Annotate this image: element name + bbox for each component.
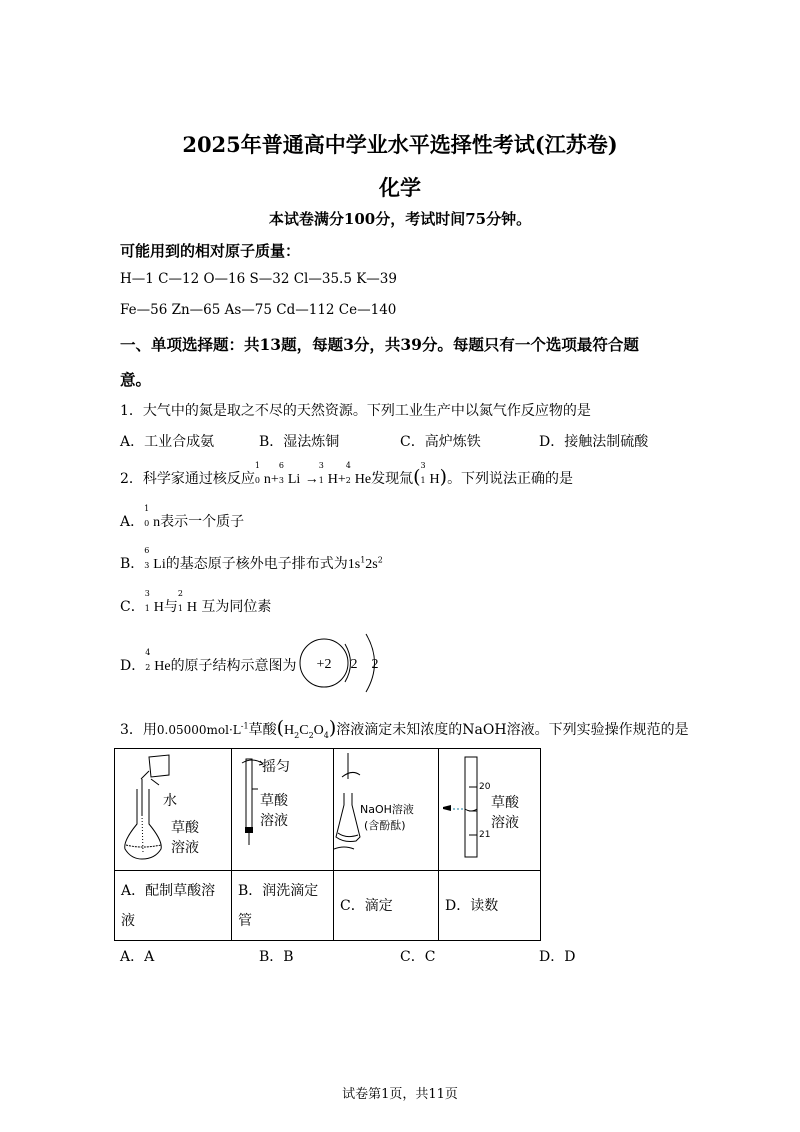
q3-answer-b: B．B <box>259 949 294 965</box>
q3-answer-c: C．C <box>400 949 436 965</box>
q2-option-a: A． 1 0 n表示一个质子 <box>120 504 245 530</box>
isotope-li-prefix: 6 3 <box>278 461 284 485</box>
exam-note: 本试卷满分100分，考试时间75分钟。 <box>268 210 532 228</box>
shell-1-electrons: 2 <box>350 657 358 672</box>
isotope-he-prefix: 4 2 <box>345 461 351 485</box>
svg-text:21: 21 <box>479 830 491 840</box>
q1-option-a: A．工业合成氨 <box>120 434 215 450</box>
volumetric-flask-illustration <box>115 749 231 866</box>
q1-option-c: C．高炉炼铁 <box>400 434 481 450</box>
titration-illustration <box>334 749 438 866</box>
burette-rinse-illustration <box>232 749 333 866</box>
atomic-mass-line-2: Fe—56 Zn—65 As—75 Cd—112 Ce—140 <box>120 302 397 318</box>
svg-text:溶液: 溶液 <box>260 813 288 829</box>
svg-text:摇匀: 摇匀 <box>262 759 290 775</box>
q3-options-table <box>114 748 541 941</box>
isotope-n-prefix: 1 0 <box>254 461 261 485</box>
atomic-structure-diagram <box>298 628 398 698</box>
q3-image-a <box>115 749 232 871</box>
q3-answer-d: D．D <box>539 949 576 965</box>
q3-image-d <box>439 749 541 871</box>
q2-text-3: 。下列说法正确的是 <box>447 471 574 487</box>
q2-text-1: 科学家通过核反应 <box>142 471 255 487</box>
q3-caption-d: D．读数 <box>439 871 541 941</box>
svg-text:溶液: 溶液 <box>491 815 519 831</box>
q3-caption-c: C．滴定 <box>334 871 439 941</box>
q1-stem: 1．大气中的氮是取之不尽的天然资源。下列工业生产中以氮气作反应物的是 <box>120 403 591 419</box>
q2-stem: 2．科学家通过核反应 1 0 n+ 6 3 Li → 3 1 H+ 4 2 He发现氚( 3 1 H)。下列说法正确的是 <box>120 461 574 488</box>
atomic-mass-heading: 可能用到的相对原子质量： <box>120 242 301 260</box>
nucleus-charge: +2 <box>316 657 332 672</box>
q1-option-b: B．湿法炼铜 <box>259 434 340 450</box>
q3-caption-a: A．配制草酸溶 液 <box>115 871 232 941</box>
burette-reading-illustration <box>439 749 540 866</box>
q3-image-b <box>232 749 334 871</box>
q2-option-b: B． 6 3 Li的基态原子核外电子排布式为$1s^12s^2$ <box>120 546 383 572</box>
q2-text-2: 发现氚 <box>371 471 414 487</box>
svg-text:草酸: 草酸 <box>260 793 288 809</box>
exam-title: 2025年普通高中学业水平选择性考试(江苏卷) <box>182 132 618 157</box>
q3-stem: 3．用$0.05000mol\cdot L^{-1}$草酸$(H_2C_2O_4)$溶液滴定未知浓度的NaOH溶液。下列实验操作规范的是 <box>120 717 689 740</box>
svg-text:草酸: 草酸 <box>491 795 519 811</box>
svg-text:草酸: 草酸 <box>171 820 199 836</box>
svg-text:20: 20 <box>479 782 491 792</box>
svg-text:溶液: 溶液 <box>171 840 199 856</box>
q1-option-d: D．接触法制硫酸 <box>539 434 649 450</box>
shell-2-electrons: 2 <box>371 657 379 672</box>
svg-text:水: 水 <box>163 793 177 809</box>
isotope-h3-prefix: 3 1 <box>318 461 324 485</box>
page-footer: 试卷第1页，共11页 <box>342 1087 458 1102</box>
q3-caption-b: B．润洗滴定 管 <box>232 871 334 941</box>
svg-text:NaOH溶液: NaOH溶液 <box>360 803 414 816</box>
q2-option-d: D． 4 2 He的原子结构示意图为 <box>120 648 297 674</box>
section-heading-line-1: 一、单项选择题：共13题，每题3分，共39分。每题只有一个选项最符合题 <box>120 335 639 354</box>
q2-option-c: C． 3 1 H与 2 1 H 互为同位素 <box>120 589 272 615</box>
q3-image-c <box>334 749 439 871</box>
q3-answer-a: A．A <box>120 949 155 965</box>
subject-title: 化学 <box>379 175 421 200</box>
atomic-mass-line-1: H—1 C—12 O—16 S—32 Cl—35.5 K—39 <box>120 271 397 287</box>
isotope-h3-prefix-2: 3 1 <box>420 461 426 485</box>
svg-text:(含酚酞): (含酚酞) <box>364 819 406 832</box>
section-heading-line-2: 意。 <box>120 370 152 389</box>
q2-number: 2． <box>120 471 143 487</box>
